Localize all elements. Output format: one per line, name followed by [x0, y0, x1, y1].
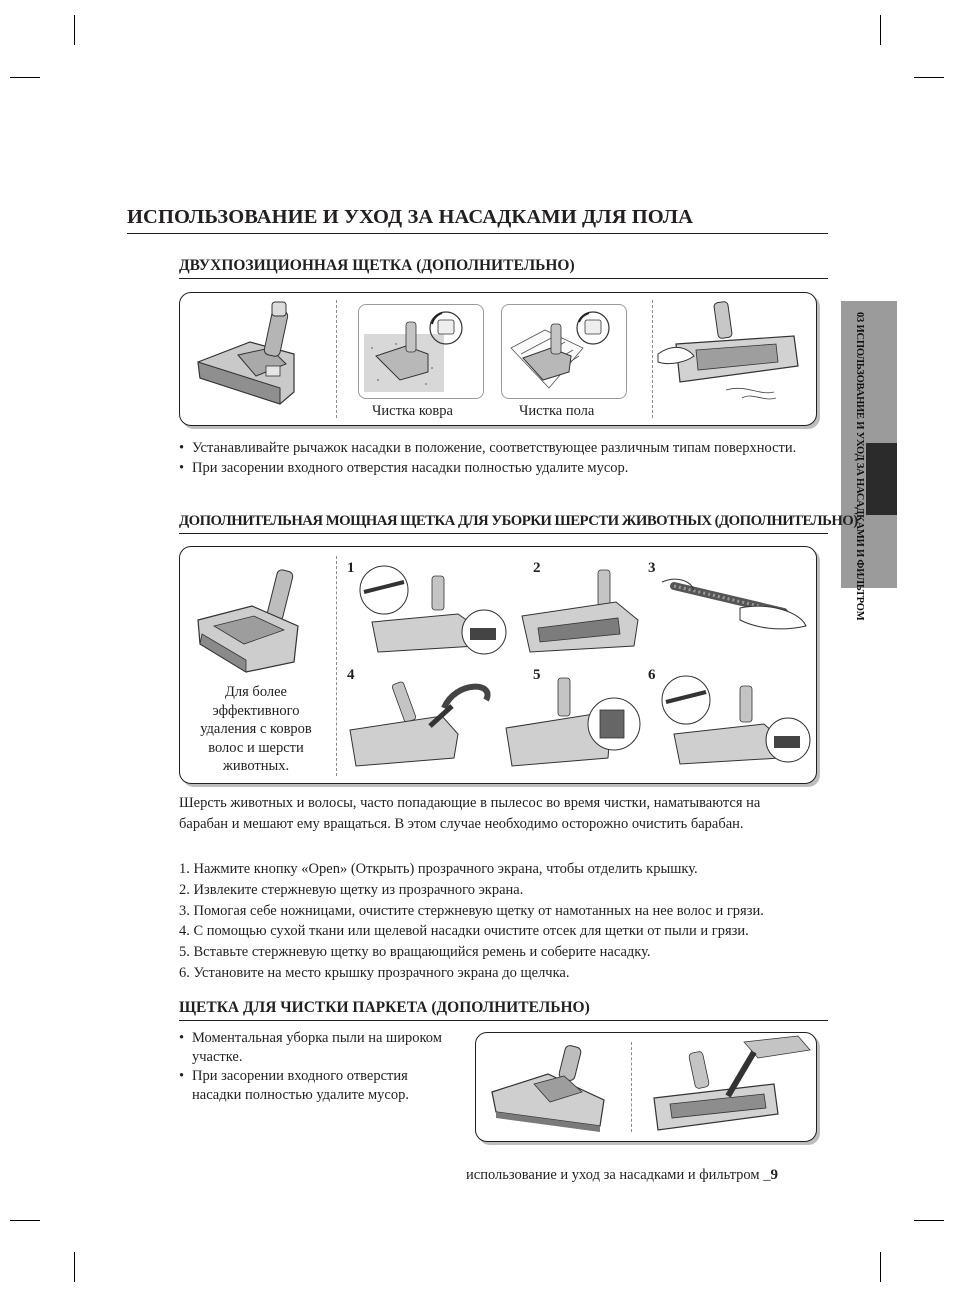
crop-mark — [880, 15, 881, 45]
page-footer — [466, 1167, 778, 1184]
panel-divider — [652, 300, 653, 418]
footer-text: использование и уход за насадками и фильтром _ — [466, 1167, 771, 1183]
section-rule — [179, 278, 828, 279]
bullet-item: • При засорении входного отверстия насадки полностью удалите мусор. — [179, 1067, 457, 1104]
panel-divider — [631, 1042, 632, 1132]
pet-brush-nozzle-illustration — [194, 566, 306, 674]
nozzle-inlet-cleaning-illustration — [656, 300, 812, 418]
pet-brush-note: Для более эффективного удаления с ковров волос и шерсти животных. — [200, 684, 312, 774]
step-number: 1 — [347, 560, 355, 576]
section-title-parquet-brush: ЩЕТКА ДЛЯ ЧИСТКИ ПАРКЕТА (ДОПОЛНИТЕЛЬНО) — [179, 999, 590, 1016]
carpet-mode-illustration — [362, 308, 478, 394]
crop-mark — [914, 1220, 944, 1221]
panel-divider — [336, 300, 337, 418]
chapter-tab-label: 03 ИСПОЛЬЗОВАНИЕ И УХОД ЗА НАСАДКАМИ И ФИЛЬТРОМ — [854, 312, 865, 621]
carpet-mode-caption: Чистка ковра — [372, 403, 453, 419]
step-item: 2. Извлеките стержневую щетку из прозрачного экрана. — [179, 881, 524, 898]
bullet-item: • Устанавливайте рычажок насадки в положение, соответствующее различным типам поверхности. — [179, 439, 809, 458]
floor-mode-illustration — [505, 308, 621, 394]
step-item: 5. Вставьте стержневую щетку во вращающийся ремень и соберите насадку. — [179, 944, 651, 961]
step-item: 3. Помогая себе ножницами, очистите стержневую щетку от намотанных на нее волос и грязи. — [179, 902, 764, 919]
step-item: 4. С помощью сухой ткани или щелевой насадки очистите отсек для щетки от пыли и грязи. — [179, 923, 749, 940]
chapter-tab-marker — [866, 443, 897, 515]
crop-mark — [74, 1252, 75, 1282]
bullet-item: • При засорении входного отверстия насадки полностью удалите мусор. — [179, 459, 809, 478]
page-number: 9 — [770, 1167, 778, 1183]
crop-mark — [74, 15, 75, 45]
step-6-close-cover-illustration — [660, 672, 812, 770]
section-rule — [179, 533, 828, 534]
title-rule — [127, 233, 828, 234]
step-4-clean-compartment-illustration — [346, 676, 498, 770]
parquet-brush-notes — [179, 1029, 457, 1105]
bullet-item: • Моментальная уборка пыли на широком участке. — [179, 1029, 457, 1066]
crop-mark — [10, 77, 40, 78]
crop-mark — [914, 77, 944, 78]
step-item: 1. Нажмите кнопку «Open» (Открыть) прозрачного экрана, чтобы отделить крышку. — [179, 861, 698, 877]
panel-divider — [336, 556, 337, 776]
step-1-open-cover-illustration — [358, 562, 508, 662]
page-title: ИСПОЛЬЗОВАНИЕ И УХОД ЗА НАСАДКАМИ ДЛЯ ПОЛА — [127, 206, 694, 228]
step-number: 6 — [648, 667, 656, 683]
parquet-nozzle-cleaning-illustration — [648, 1036, 812, 1136]
pet-brush-intro: Шерсть животных и волосы, часто попадающие в пылесос во время чистки, наматываются на барабан и мешают ему вращаться. В этом случае необходимо осторожно очистить барабан. — [179, 795, 761, 832]
step-5-insert-brush-illustration — [502, 676, 642, 770]
step-3-cut-hair-illustration — [660, 572, 810, 642]
step-number: 5 — [533, 667, 541, 683]
floor-mode-caption: Чистка пола — [519, 403, 595, 419]
two-position-brush-notes — [179, 439, 809, 478]
step-item: 6. Установите на место крышку прозрачного экрана до щелчка. — [179, 964, 570, 981]
parquet-nozzle-illustration — [488, 1042, 612, 1136]
pet-brush-steps — [179, 859, 764, 984]
section-rule — [179, 1020, 828, 1021]
section-title-two-position-brush: ДВУХПОЗИЦИОННАЯ ЩЕТКА (ДОПОЛНИТЕЛЬНО) — [179, 257, 575, 274]
step-number: 2 — [533, 560, 541, 576]
crop-mark — [880, 1252, 881, 1282]
step-number: 3 — [648, 560, 656, 576]
crop-mark — [10, 1220, 40, 1221]
section-title-pet-brush: ДОПОЛНИТЕЛЬНАЯ МОЩНАЯ ЩЕТКА ДЛЯ УБОРКИ ШЕРСТИ ЖИВОТНЫХ (ДОПОЛНИТЕЛЬНО) — [179, 513, 858, 529]
two-position-nozzle-illustration — [190, 300, 320, 415]
step-number: 4 — [347, 667, 355, 683]
step-2-remove-brush-illustration — [518, 566, 642, 662]
